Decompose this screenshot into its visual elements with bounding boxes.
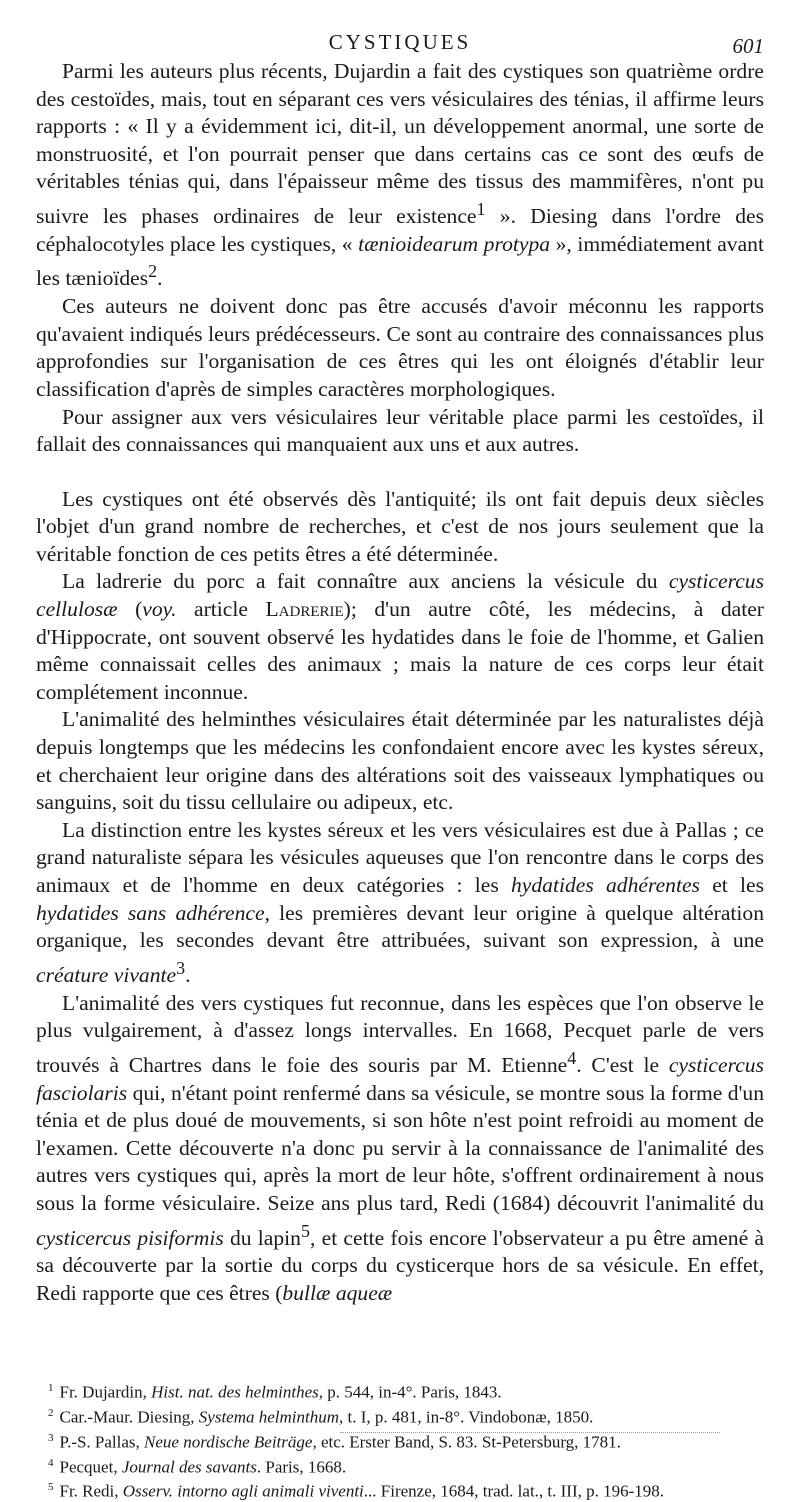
italic-text: cysticercus fasciolaris	[36, 1052, 764, 1105]
italic-text: hydatides sans adhérence	[36, 900, 265, 925]
footer-rule	[340, 1432, 720, 1433]
running-header	[0, 30, 800, 60]
footnote: $^2$ Car.-Maur. Diesing, Systema helminthum, t. I, p. 481, in-8°. Vindobonæ, 1850.	[48, 1406, 594, 1427]
footnote-ref: 5	[300, 1220, 310, 1241]
paragraph: L'animalité des vers cystiques fut reconnue, dans les espèces que l'on observe le plus vulgairement, à d'assez longs intervalles. En 1668, Pecquet parle de vers trouvés à Chartres dans le foie des souris par M. Etienne$^4$. C'est le cysticercus fasciolaris qui, n'étant point renfermé dans sa vésicule, se montre sous la forme d'un ténia et de plus doué de mouvements, si son hôte n'est point refroidi au moment de l'examen. Cette découverte n'a donc pu servir à la connaissance de l'animalité des autres vers cystiques qui, après la mort de leur hôte, s'offrent ordinairement à nous sous la forme vésiculaire. Seize ans plus tard, Redi (1684) découvrit l'animalité du cysticercus pisiformis du lapin$^5$, et cette fois encore l'observateur a pu être amené à sa découverte par la sortie du corps du cysticerque hors de sa vésicule. En effet, Redi rapporte que ces êtres (bullæ aqueæ	[36, 990, 765, 1305]
footnote-ref: 2	[148, 261, 158, 282]
body-text	[36, 58, 764, 1307]
paragraph: Parmi les auteurs plus récents, Dujardin a fait des cystiques son quatrième ordre des cestoïdes, mais, tout en séparant ces vers vésiculaires des ténias, il affirme leurs rapports : « Il y a évidemment ici, dit-il, un développement anormal, une sorte de monstruosité, et l'on pourrait penser que dans certains cas ce sont des œufs de véritables ténias qui, dans l'épaisseur même des tissus des mammifères, n'ont pu suivre les phases ordinaires de leur existence$^1$ ». Diesing dans l'ordre des céphalocotyles place les cystiques, « tænioidearum protypa », immédiatement avant les tænioïdes$^2$.	[36, 59, 764, 291]
page-number: 601	[732, 34, 764, 58]
footnote-ref: 3	[176, 957, 186, 978]
paragraph: Les cystiques ont été observés dès l'antiquité; ils ont fait depuis deux siècles l'objet d'un grand nombre de recherches, et c'est de nos jours seulement que la véritable fonction de ces petits êtres a été déterminée.	[36, 486, 764, 566]
paragraph: La distinction entre les kystes séreux et les vers vésiculaires est due à Pallas ; ce grand naturaliste sépara les vésicules aqueuses que l'on rencontre dans le corps des animaux et de l'homme en deux catégories : les hydatides adhérentes et les hydatides sans adhérence, les premières devant leur origine à quelque altération organique, les secondes devant être attribuées, suivant son expression, à une créature vivante$^3$.	[36, 817, 765, 987]
paragraph: Pour assigner aux vers vésiculaires leur véritable place parmi les cestoïdes, il fallait des connaissances qui manquaient aux uns et aux autres.	[36, 404, 764, 457]
paragraph: Ces auteurs ne doivent donc pas être accusés d'avoir méconnu les rapports qu'avaient indiqués leurs prédécesseurs. Ce sont au contraire des connaissances plus approfondies sur l'organisation de ces êtres qui les ont éloignés d'établir leur classification d'après de simples caractères morphologiques.	[36, 294, 764, 401]
italic-text: Neue nordische Beiträge	[144, 1432, 313, 1452]
footnote-number: 4	[48, 1456, 54, 1469]
running-title: CYSTIQUES	[328, 30, 472, 54]
italic-text: Journal des savants	[121, 1457, 257, 1477]
footnote-number: 2	[48, 1406, 54, 1419]
italic-text: tænioidearum protypa	[358, 231, 551, 256]
italic-text: cysticercus cellulosæ	[36, 569, 764, 622]
italic-text: voy.	[142, 597, 177, 622]
italic-text: Systema helminthum	[198, 1407, 340, 1427]
footnote-number: 5	[48, 1481, 54, 1494]
small-caps-text: Ladrerie	[265, 597, 344, 622]
footnote: $^3$ P.-S. Pallas, Neue nordische Beiträge, etc. Erster Band, S. 83. St-Petersburg, 1781.	[48, 1431, 621, 1452]
footnote: $^1$ Fr. Dujardin, Hist. nat. des helminthes, p. 544, in-4°. Paris, 1843.	[48, 1382, 502, 1402]
paragraph: L'animalité des helminthes vésiculaires était déterminée par les naturalistes déjà depuis longtemps que les médecins les confondaient encore avec les kystes séreux, et cherchaient leur origine dans des altérations soit des vaisseaux lymphatiques ou sanguins, soit du tissu cellulaire ou adipeux, etc.	[36, 707, 764, 815]
footnote-number: 3	[48, 1431, 54, 1444]
footnote: $^4$ Pecquet, Journal des savants. Paris, 1668.	[48, 1456, 347, 1477]
footnote-ref: 1	[476, 198, 486, 219]
paragraph: La ladrerie du porc a fait connaître aux anciens la vésicule du cysticercus cellulosæ (voy. article Ladrerie); d'un autre côté, les médecins, à dater d'Hippocrate, ont souvent observé les hydatides dans le foie de l'homme, et Galien même connaissait celles des animaux ; mais la nature de ces corps leur était complétement inconnue.	[36, 569, 764, 704]
italic-text: Hist. nat. des helminthes	[151, 1382, 319, 1402]
italic-text: bullæ aqueæ	[282, 1280, 393, 1305]
footnote-ref: 4	[567, 1047, 577, 1068]
footnote: $^5$ Fr. Redi, Osserv. intorno agli animali viventi... Firenze, 1684, trad. lat., t. III, p. 196-198.	[48, 1481, 665, 1502]
footnote-number: 1	[48, 1382, 54, 1394]
italic-text: cysticercus pisiformis	[36, 1225, 224, 1250]
italic-text: hydatides adhérentes	[511, 873, 700, 897]
footnotes	[48, 1378, 764, 1502]
italic-text: créature vivante	[36, 962, 177, 987]
italic-text: Osserv. intorno agli animali viventi	[122, 1482, 364, 1502]
